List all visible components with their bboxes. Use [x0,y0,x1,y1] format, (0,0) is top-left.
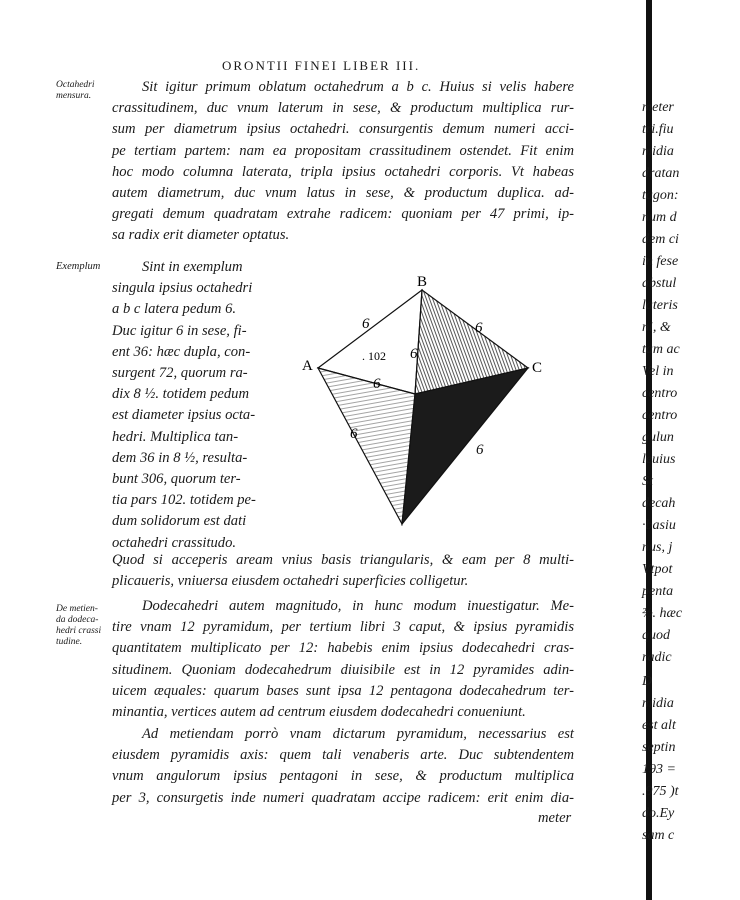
facing-page-line: midia [642,696,674,711]
edge-label: 6 [475,320,483,336]
text-line: Ad metiendam porrò vnam dictarum pyramidum, necessarius est [142,726,574,742]
example-text [112,257,282,554]
text-line: dem 36 in 8 ½, resulta- [112,449,248,466]
facing-page-line: ni, & [642,320,671,335]
text-line: hedri. Multiplica tan- [112,428,239,445]
facing-page-line: nus, j [642,540,673,555]
vertex-label-a: A [302,358,313,374]
facing-page-line: do.Ey [642,806,675,821]
edge-label: 6 [476,442,484,458]
text-line: sum per diametrum ipsius octahedri. consurgentis demum numeri acci- [112,121,574,138]
text-line: pe tertiam partem: nam ea propositam crassitudinem ostendet. Fit enim [112,142,574,159]
facing-page-line: sam c [642,828,675,843]
text-line: octahedri crassitudo. [112,534,237,551]
running-header: ORONTII FINEI LIBER III. [222,58,421,73]
text-line: est diameter ipsius octa- [112,407,256,424]
facing-page-line: .975 )t [642,784,679,799]
text-line: crassitudinem, duc vnum laterum in sese, & productum multiplica rur- [112,100,574,117]
margin-note-line: mensura. [56,91,92,101]
octahedron-figure [300,272,550,536]
facing-page-line: radic [642,650,672,665]
facing-page-line: lateris [642,298,678,313]
facing-page-line: dratan [642,166,680,181]
text-line: eiusdem pyramidis axis: quem tali venaberis arte. Duc subtendentem [112,747,574,764]
facing-page-line: St [642,474,653,489]
facing-page-line: ⅔. hæc [642,606,683,621]
facing-page-line: decah [642,496,676,511]
vertex-label-c: C [532,360,543,376]
catchword: meter [538,810,572,826]
text-line: quantitatem multiplicato per 12: habebis enim ipsius dodecahedri cras- [112,640,574,657]
facing-page-line: leuius [642,452,676,467]
text-line: tia pars 102. totidem pe- [112,492,256,509]
facing-page-line: num d [642,210,677,225]
facing-page-line: tagon: [642,188,679,203]
facing-page-line: midia [642,144,674,159]
octahedron-diagram [300,272,550,532]
margin-note-line: Octahedri [56,80,95,90]
facing-page-line: Vtpot [642,562,673,577]
text-line: ent 36: hæc dupla, con- [112,343,251,360]
facing-page-line: in fese [642,254,679,269]
text-line: surgent 72, quorum ra- [112,365,248,382]
text-line: tire vnam 12 pyramidum, per tertium libri 3 caput, & ipsius pyramidis [112,619,574,636]
text-line: minantia, vertices autem ad centrum eiusdem dodecahedri conueniunt. [112,704,526,721]
edge-label: 6 [362,316,370,332]
facing-page-line: septin [642,740,676,755]
margin-note-line: Exemplum [56,261,101,272]
facing-page-line: quod [642,628,670,643]
facing-page-line: meter [642,100,674,115]
margin-note-line: hedri crassi [56,626,102,636]
margin-note-line: tudine. [56,637,83,647]
text-line: sa radix erit diameter optatus. [112,227,290,244]
facing-page-fragment [642,0,740,900]
text-line: dum solidorum est dati [112,513,247,530]
text-line: autem diametrum, duc vnum latus in sese, & productum duplica. ad- [112,185,574,202]
facing-page-line: abstul [642,276,677,291]
facing-page-line: centro [642,386,678,401]
margin-note-line: De metien- [56,604,98,614]
text-line: Sit igitur primum oblatum octahedrum a b c. Huius si velis habere [142,79,574,95]
text-line: singula ipsius octahedri [112,280,253,297]
edge-label: 6 [350,426,358,442]
paragraph-dodecahedron [112,596,574,723]
facing-page-line: 193 = [642,762,676,777]
facing-page-line: tri.fiu [642,122,674,137]
facing-page-line: gulun [642,430,674,445]
text-line: vnum angulorum ipsius pentagoni in sese, & productum multiplica [112,768,574,785]
edge-label: 6 [410,346,418,362]
text-line: Quod si acceperis aream vnius basis triangularis, & eam per 8 multi- [112,552,574,568]
volume-label: . 102 [362,349,386,363]
vertex-label-b: B [417,274,428,290]
face-bottom-left [318,368,415,524]
facing-page-line: centro [642,408,678,423]
facing-page-line: D [642,674,653,689]
text-line: gregati demum quadratam extrahe radicem: quoniam per 47 primi, ip- [112,206,574,223]
paragraph-octahedron-method [112,77,574,247]
text-line: per 3, consurgetis inde numeri quadratam accipe radicem: erit enim dia- [112,789,574,806]
edge-label: 6 [373,376,381,392]
margin-note-line: da dodeca- [56,615,99,625]
margin-note-dodecahedri [56,604,101,648]
text-line: situdinem. Quoniam dodecahedrum diuisibile est in 12 pyramides adin- [112,661,574,678]
facing-page-line: dem ci [642,232,679,247]
text-line: Dodecahedri autem magnitudo, in hunc modum inuestigatur. Me- [142,598,574,614]
text-line: dix 8 ½. totidem pedum [112,386,249,403]
facing-page-line: Vel in [642,364,674,379]
text-line: Sint in exemplum [142,259,243,275]
text-line: bunt 306, quorum ter- [112,471,241,488]
text-line: hoc modo columna laterata, tripla ipsius octahedri corporis. Vt habeas [112,163,574,180]
text-line: plicaueris, vniuersa eiusdem octahedri superficies colligetur. [112,573,469,590]
facing-page-line: ·basiu [642,518,676,533]
text-line: uicem æquales: quarum bases sunt ipsa 12 pentagona dodecahedrum ter- [112,682,574,699]
text-line: Duc igitur 6 in sese, fi- [112,322,247,339]
paragraph-surface [112,550,574,592]
margin-note-exemplum [56,261,100,272]
facing-page-line: est alt [642,718,676,733]
facing-page-line: tam ac [642,342,680,357]
facing-page-line: penta [642,584,674,599]
margin-note-octahedri [56,80,95,102]
paragraph-pyramid-axis [112,724,574,809]
text-line: a b c latera pedum 6. [112,301,237,318]
